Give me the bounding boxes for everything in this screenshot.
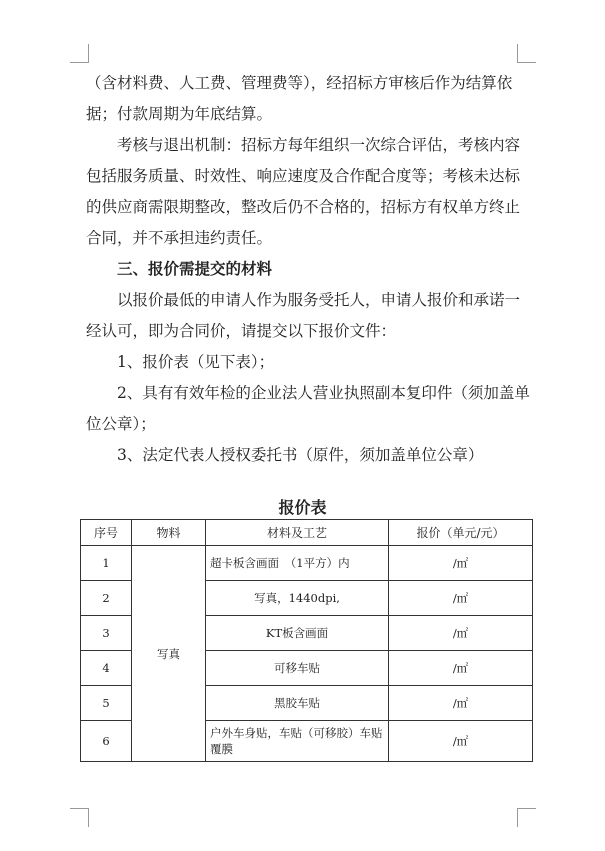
column-header-material: 物料 [132, 520, 206, 546]
row-number: 1 [81, 546, 132, 581]
row-number: 3 [81, 616, 132, 651]
column-header-process: 材料及工艺 [206, 520, 389, 546]
list-item: 2、具有有效年检的企业法人营业执照副本复印件（须加盖单位公章）； [86, 384, 530, 433]
page-corner-mark [517, 808, 536, 827]
price-cell: /㎡ [389, 721, 533, 762]
page-corner-mark [70, 808, 89, 827]
process-cell: 超卡板含画面 （1平方）内 [206, 546, 389, 581]
table-row [81, 546, 533, 581]
process-cell: KT板含画面 [206, 616, 389, 651]
document-body [86, 68, 530, 471]
list-item: 3、法定代表人授权委托书（原件，须加盖单位公章） [117, 446, 484, 464]
price-cell: /㎡ [389, 581, 533, 616]
process-cell: 户外车身贴，车贴（可移胶）车贴覆膜 [206, 721, 389, 762]
page-corner-mark [517, 44, 536, 63]
page-corner-mark [70, 44, 89, 63]
row-number: 2 [81, 581, 132, 616]
process-cell: 可移车贴 [206, 651, 389, 686]
column-header-no: 序号 [81, 520, 132, 546]
price-cell: /㎡ [389, 686, 533, 721]
column-header-price: 报价（单元/元） [389, 520, 533, 546]
material-cell: 写真 [132, 546, 206, 762]
row-number: 4 [81, 651, 132, 686]
price-cell: /㎡ [389, 546, 533, 581]
quote-table [80, 519, 533, 762]
paragraph: 考核与退出机制：招标方每年组织一次综合评估，考核内容包括服务质量、时效性、响应速度及合作配合度等；考核未达标的供应商需限期整改，整改后仍不合格的，招标方有权单方终止合同，并不承担违约责任。 [86, 136, 521, 247]
price-cell: /㎡ [389, 616, 533, 651]
paragraph: （含材料费、人工费、管理费等），经招标方审核后作为结算依据；付款周期为年底结算。 [86, 74, 513, 123]
section-heading: 三、报价需提交的材料 [117, 260, 273, 278]
process-cell: 写真，1440dpi, [206, 581, 389, 616]
process-cell: 黑胶车贴 [206, 686, 389, 721]
table-title: 报价表 [278, 498, 327, 517]
row-number: 6 [81, 721, 132, 762]
list-item: 1、报价表（见下表）； [117, 353, 275, 371]
table-header-row [81, 520, 533, 546]
row-number: 5 [81, 686, 132, 721]
section-intro: 以报价最低的申请人作为服务受托人，申请人报价和承诺一经认可，即为合同价，请提交以下报价文件： [86, 291, 521, 340]
price-cell: /㎡ [389, 651, 533, 686]
